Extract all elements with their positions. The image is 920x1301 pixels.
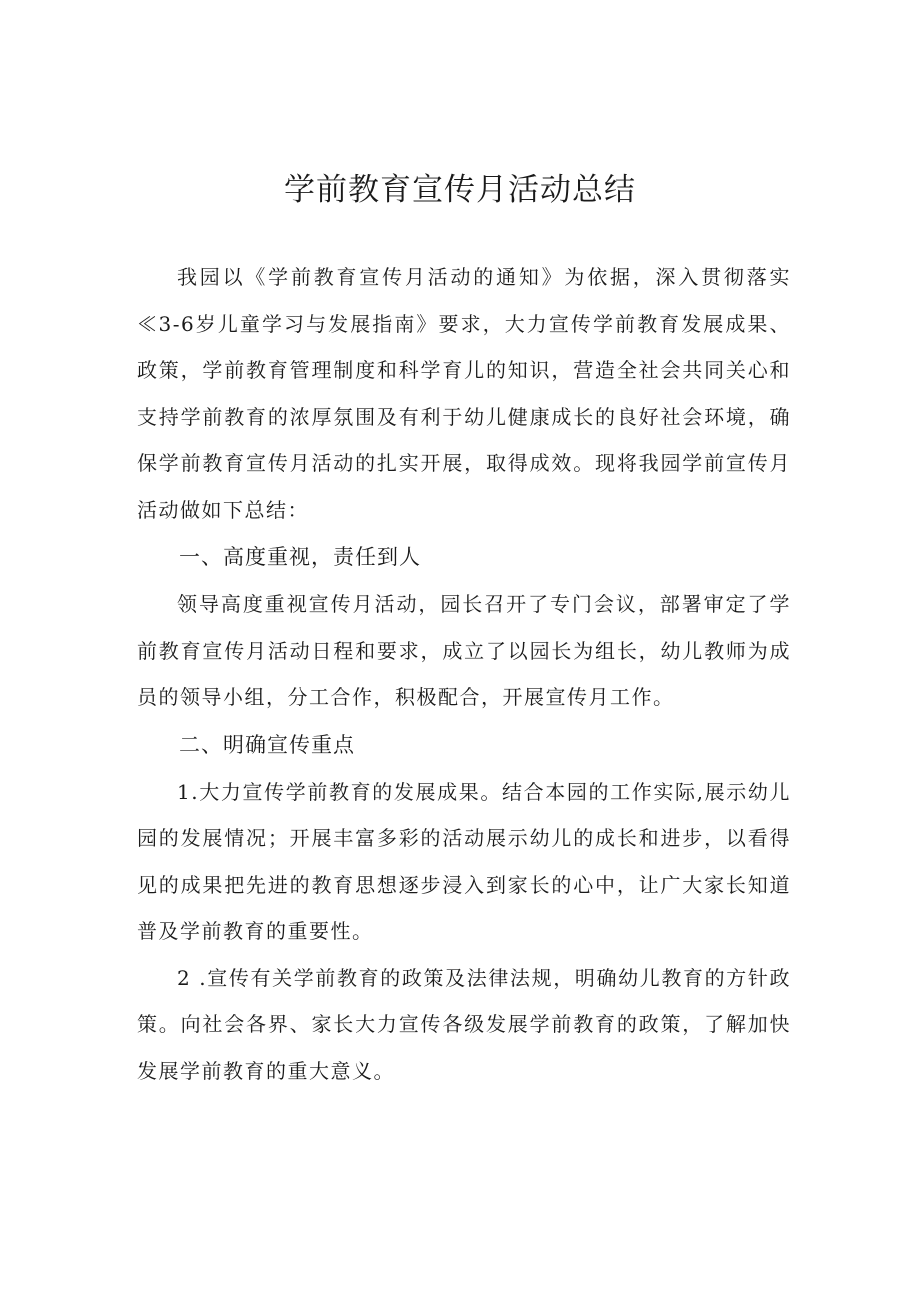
section-heading-2: 二、明确宣传重点 (179, 732, 355, 757)
intro-paragraph: 我园以《学前教育宣传月活动的通知》为依据，深入贯彻落实≪3-6岁儿童学习与发展指南》要求，大力宣传学前教育发展成果、政策，学前教育管理制度和科学育儿的知识，营造全社会共同关心和支持学前教育的浓厚氛围及有利于幼儿健康成长的良好社会环境，确保学前教育宣传月活动的扎实开展，取得成效。现将我园学前宣传月活动做如下总结： (137, 265, 791, 522)
section-2-paragraph-1: 1.大力宣传学前教育的发展成果。结合本园的工作实际,展示幼儿园的发展情况；开展丰富多彩的活动展示幼儿的成长和进步，以看得见的成果把先进的教育思想逐步浸入到家长的心中，让广大家长知道普及学前教育的重要性。 (137, 779, 791, 943)
section-1-paragraph-1: 领导高度重视宣传月活动，园长召开了专门会议，部署审定了学前教育宣传月活动日程和要求，成立了以园长为组长，幼儿教师为成员的领导小组，分工合作，积极配合，开展宣传月工作。 (137, 592, 791, 709)
document-body (137, 254, 791, 1094)
page-title: 学前教育宣传月活动总结 (284, 172, 636, 208)
section-heading-1: 一、高度重视，责任到人 (179, 545, 421, 569)
section-2-paragraph-2: 2 .宣传有关学前教育的政策及法律法规，明确幼儿教育的方针政策。向社会各界、家长大力宣传各级发展学前教育的政策，了解加快发展学前教育的重大意义。 (137, 965, 791, 1083)
